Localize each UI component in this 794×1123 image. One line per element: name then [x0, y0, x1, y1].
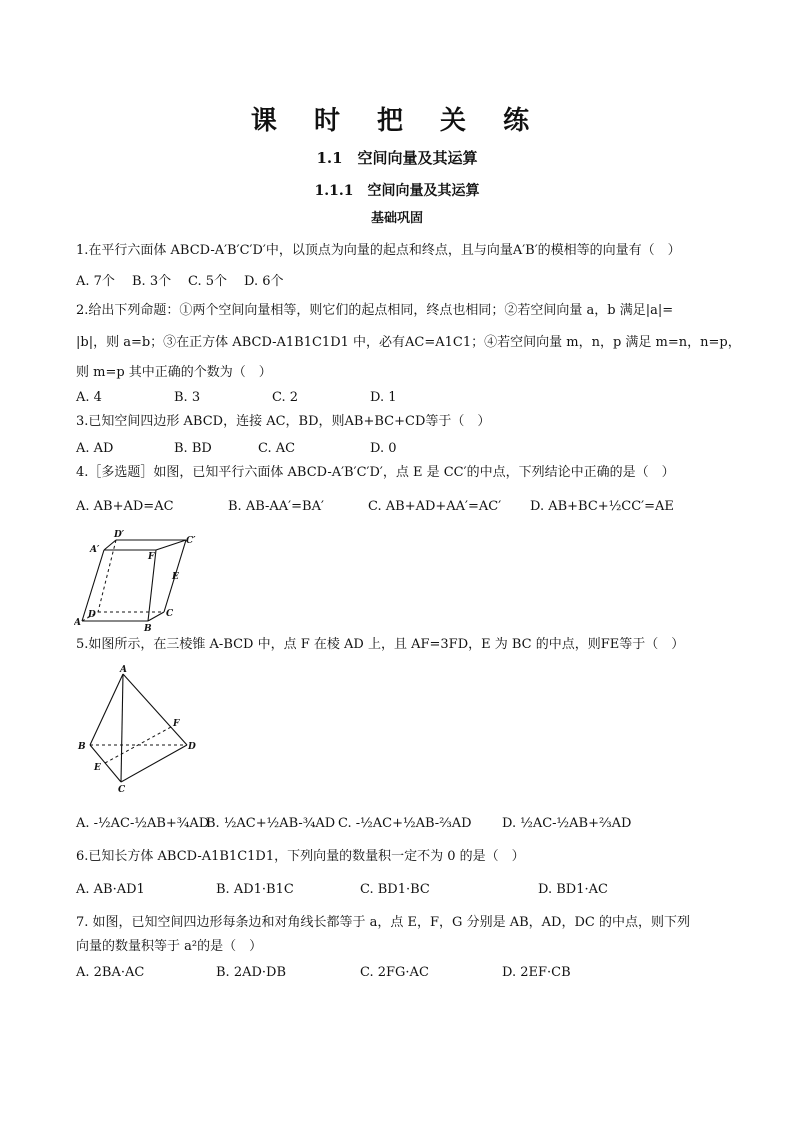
parallelepiped-figure [74, 528, 204, 632]
fig5-label-c: C [118, 785, 126, 794]
fig4-label-e: E [172, 572, 179, 582]
question-5-stem: 5.如图所示，在三棱锥 A-BCD 中，点 F 在棱 AD 上，且 AF=3FD，E 为 BC 的中点，则FE等于（ ） [76, 637, 685, 652]
part-heading: 基础巩固 [370, 211, 423, 226]
question-1-stem: 1.在平行六面体 ABCD-A′B′C′D′中，以顶点为向量的起点和终点，且与向量A′B′的模相等的向量有（ ） [76, 243, 681, 258]
q2-option-d: D. 1 [370, 390, 397, 405]
q5-option-a: A. -½AC-½AB+¾AD [76, 816, 210, 831]
fig4-label-b: B [144, 624, 152, 632]
q3-option-a: A. AD [76, 441, 114, 456]
q6-option-d: D. BD1·AC [538, 882, 608, 897]
section-heading: 1.1 空间向量及其运算 [316, 149, 478, 167]
question-6-stem: 6.已知长方体 ABCD-A1B1C1D1，下列向量的数量积一定不为 0 的是（ ） [76, 849, 525, 864]
fig4-label-c: C [166, 609, 174, 619]
q2-option-c: C. 2 [272, 390, 299, 405]
fig5-label-a: A [120, 665, 127, 675]
question-3-stem: 3.已知空间四边形 ABCD，连接 AC，BD，则AB+BC+CD等于（ ） [76, 414, 491, 429]
q6-option-a: A. AB·AD1 [76, 882, 145, 897]
q4-option-b: B. AB-AA′=BA′ [228, 499, 324, 514]
fig5-label-e: E [94, 763, 101, 773]
q7-option-d: D. 2EF·CB [502, 965, 571, 980]
q5-option-c: C. -½AC+½AB-⅔AD [338, 816, 472, 831]
q3-option-b: B. BD [174, 441, 212, 456]
q2-option-b: B. 3 [174, 390, 201, 405]
question-7-line-1: 7. 如图，已知空间四边形每条边和对角线长都等于 a，点 E，F，G 分别是 AB，AD，DC 的中点，则下列 [76, 915, 690, 930]
q6-option-b: B. AD1·B1C [216, 882, 294, 897]
fig4-label-d-prime: D′ [114, 530, 125, 540]
question-7-line-2: 向量的数量积等于 a²的是（ ） [76, 939, 263, 954]
q1-option-d: D. 6个 [244, 274, 284, 289]
fig5-label-d: D [188, 742, 196, 752]
q7-option-b: B. 2AD·DB [216, 965, 287, 980]
q7-option-a: A. 2BA·AC [76, 965, 145, 980]
q6-option-c: C. BD1·BC [360, 882, 430, 897]
q4-option-c: C. AB+AD+AA′=AC′ [368, 499, 502, 514]
q4-option-d: D. AB+BC+½CC′=AE [530, 499, 674, 514]
fig4-label-c-prime: C′ [186, 536, 196, 546]
tetrahedron-figure [74, 664, 204, 794]
fig4-label-a: A [74, 618, 81, 628]
page-title: 课 时 把 关 练 [250, 106, 544, 136]
q1-option-a: A. 7个 [76, 274, 115, 289]
q7-option-c: C. 2FG·AC [360, 965, 429, 980]
question-2-line-3: 则 m=p 其中正确的个数为（ ） [76, 365, 272, 380]
question-4-stem: 4.［多选题］如图，已知平行六面体 ABCD-A′B′C′D′，点 E 是 CC′的中点，下列结论中正确的是（ ） [76, 465, 675, 480]
q3-option-c: C. AC [258, 441, 296, 456]
fig4-label-a-prime: A′ [90, 545, 100, 555]
q5-option-b: B. ½AC+½AB-¾AD [206, 816, 336, 831]
fig4-label-d: D [88, 610, 96, 620]
fig5-label-f: F [173, 719, 180, 729]
q2-option-a: A. 4 [76, 390, 102, 405]
q1-option-b: B. 3个 [132, 274, 172, 289]
q4-option-a: A. AB+AD=AC [76, 499, 174, 514]
fig4-label-f: F [148, 552, 155, 562]
q1-option-c: C. 5个 [188, 274, 228, 289]
question-2-line-1: 2.给出下列命题：①两个空间向量相等，则它们的起点相同，终点也相同；②若空间向量 a，b 满足|a|= [76, 303, 674, 318]
fig5-label-b: B [78, 742, 86, 752]
question-2-line-2: |b|，则 a=b；③在正方体 ABCD-A1B1C1D1 中，必有AC=A1C1；④若空间向量 m，n，p 满足 m=n，n=p， [76, 335, 741, 350]
subsection-heading: 1.1.1 空间向量及其运算 [314, 183, 480, 199]
q3-option-d: D. 0 [370, 441, 397, 456]
q5-option-d: D. ½AC-½AB+⅔AD [502, 816, 632, 831]
